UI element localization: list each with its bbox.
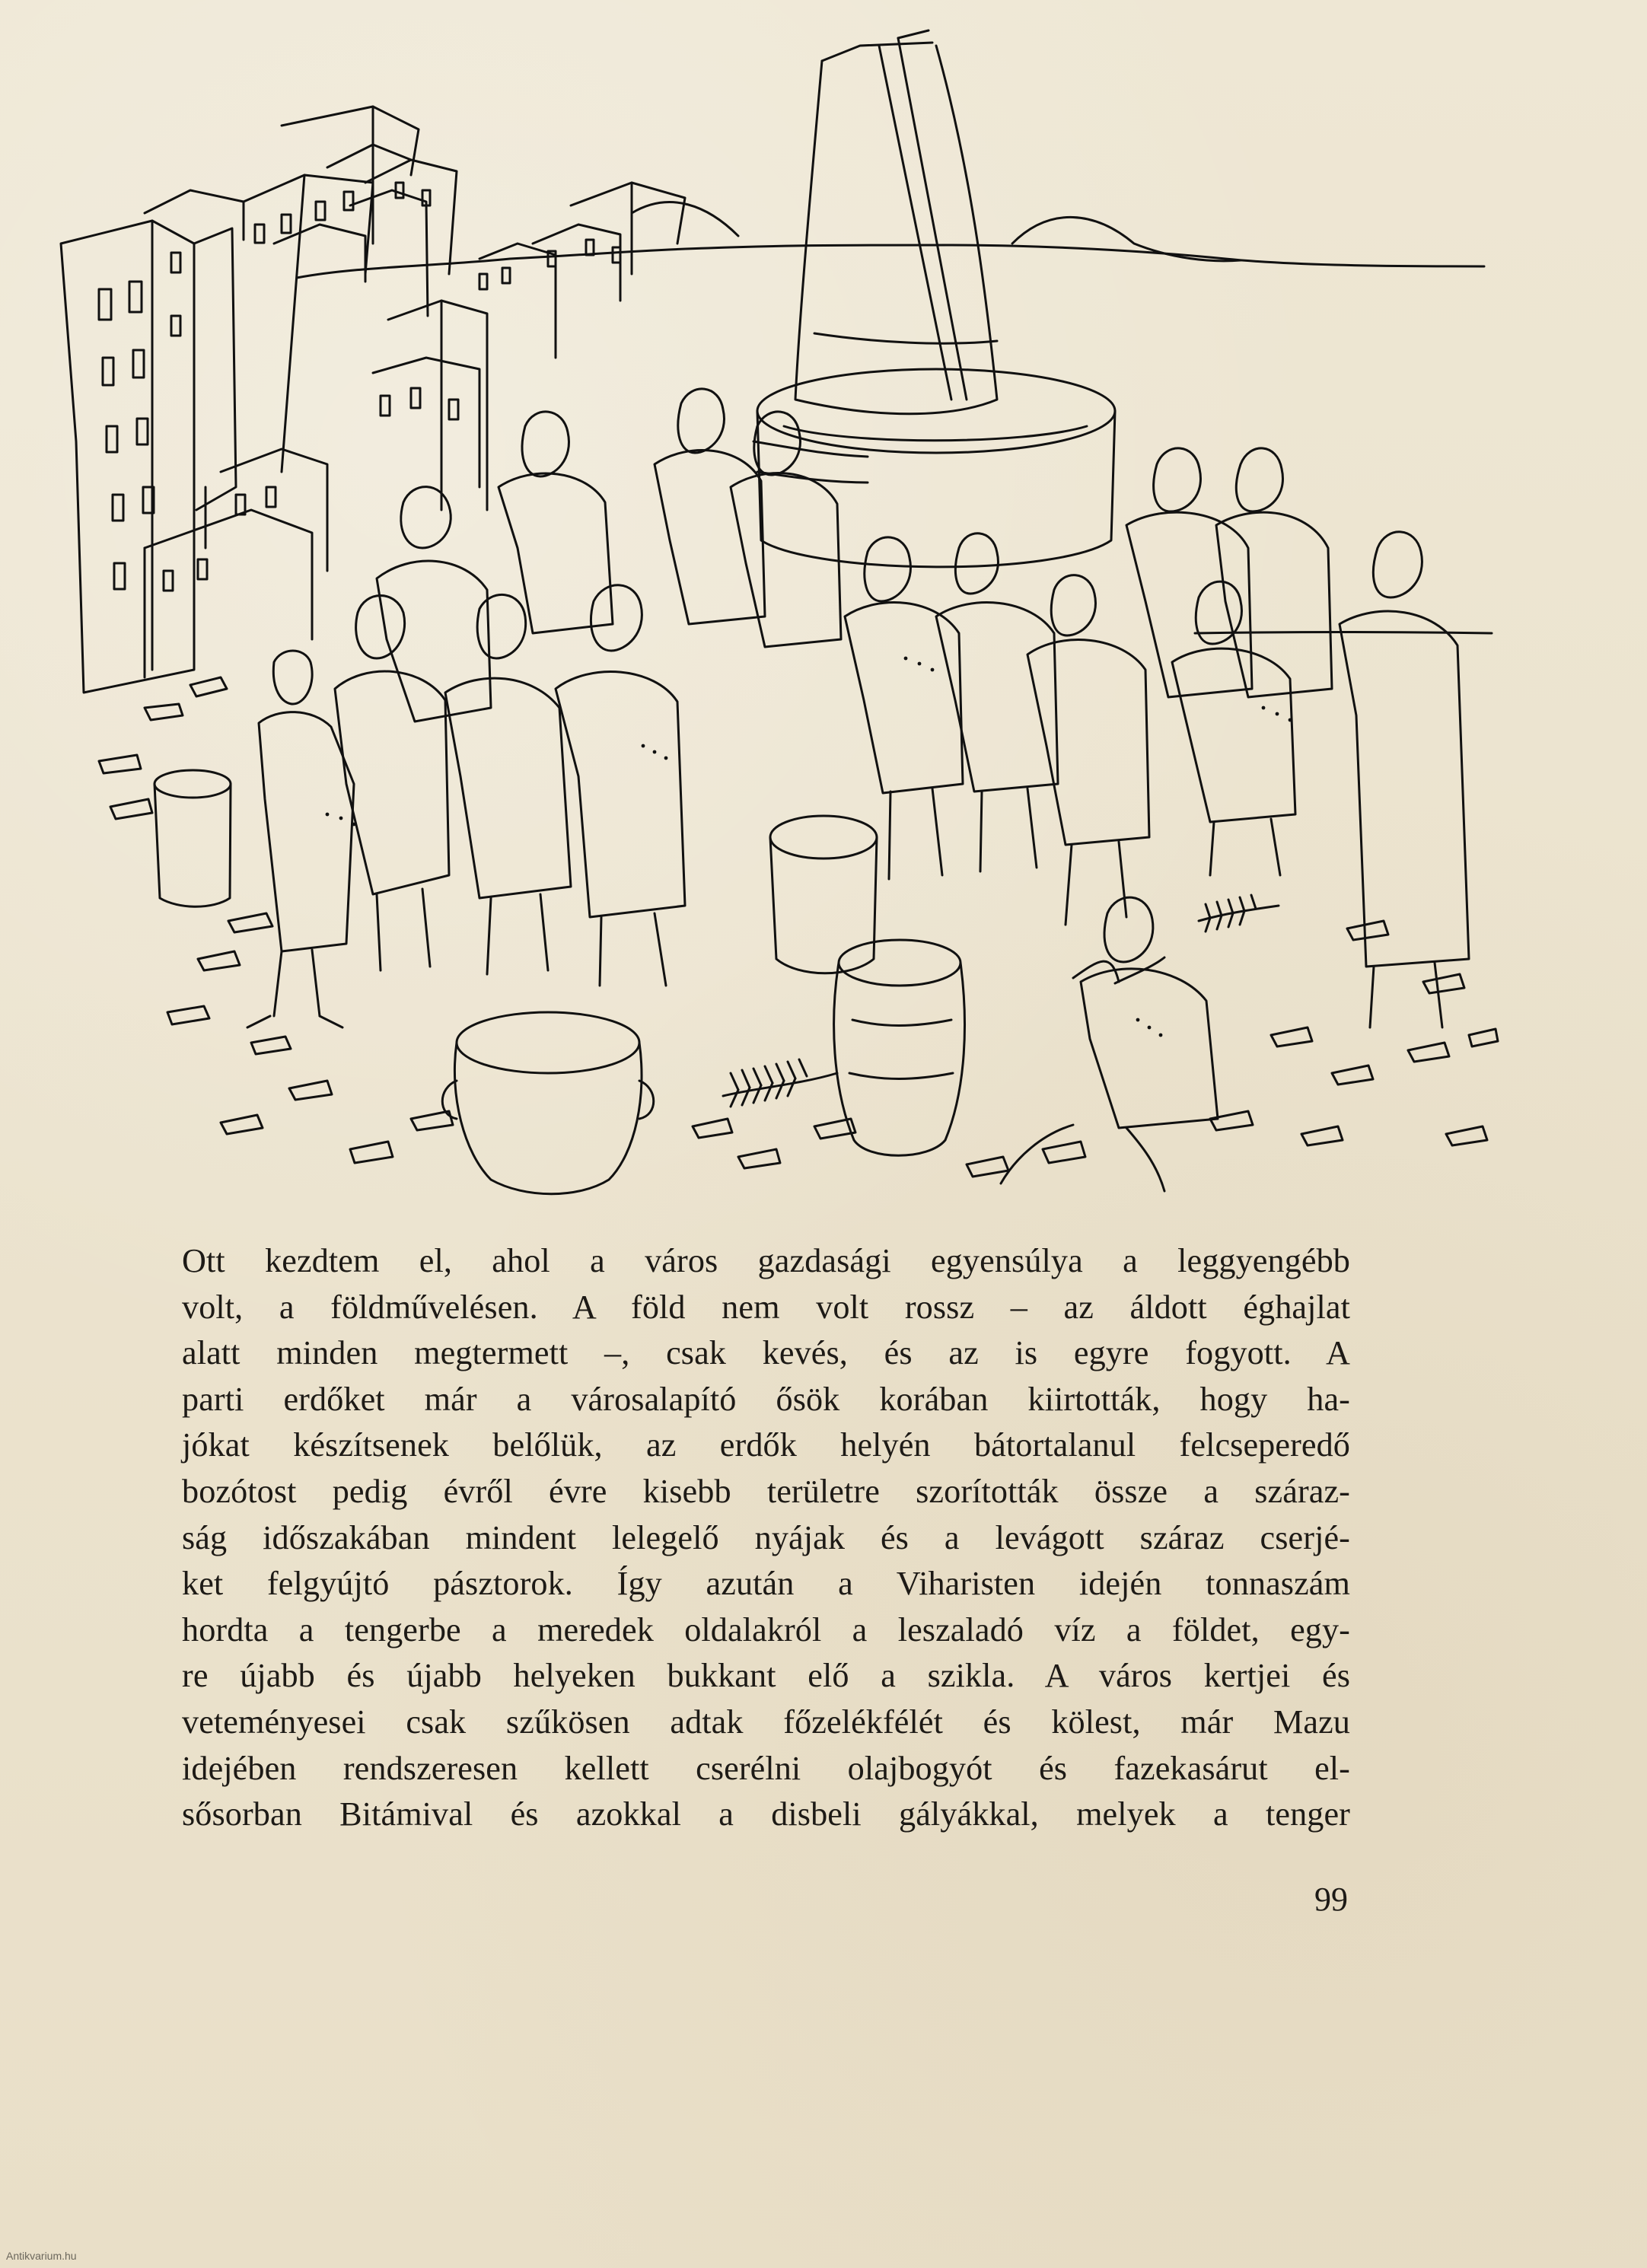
text-line-12: idejében rendszeresen kellett cserélni olajbogyót és fazekasárut el-	[182, 1749, 1350, 1787]
text-line-13: sősorban Bitámival és azokkal a disbeli gályákkal, melyek a tenger	[182, 1795, 1350, 1833]
text-line-4: parti erdőket már a városalapító ősök korában kiirtották, hogy ha-	[182, 1380, 1350, 1418]
text-line-11: veteményesei csak szűkösen adtak főzelékfélét és kölest, már Mazu	[182, 1703, 1350, 1741]
text-line-10: re újabb és újabb helyeken bukkant elő a szikla. A város kertjei és	[182, 1657, 1350, 1695]
text-line-3: alatt minden megtermett –, csak kevés, és az is egyre fogyott. A	[182, 1334, 1350, 1372]
text-line-6: bozótost pedig évről évre kisebb területre szorították össze a száraz-	[182, 1472, 1350, 1510]
text-line-7: ság időszakában mindent lelegelő nyájak és a levágott száraz cserjé-	[182, 1518, 1350, 1556]
harbor-illustration	[53, 15, 1499, 1241]
page-number: 99	[1314, 1881, 1348, 1918]
text-line-9: hordta a tengerbe a meredek oldalakról a leszaladó víz a földet, egy-	[182, 1610, 1350, 1648]
text-line-1: Ott kezdtem el, ahol a város gazdasági egyensúlya a leggyengébb	[182, 1242, 1350, 1279]
watermark: Antikvarium.hu	[6, 2250, 77, 2262]
text-line-8: ket felgyújtó pásztorok. Így azután a Viharisten idején tonnaszám	[182, 1565, 1350, 1603]
text-line-2: volt, a földművelésen. A föld nem volt rossz – az áldott éghajlat	[182, 1288, 1350, 1326]
text-line-5: jókat készítsenek belőlük, az erdők helyén bátortalanul felcseperedő	[182, 1426, 1350, 1464]
main-text	[182, 1238, 1350, 1838]
